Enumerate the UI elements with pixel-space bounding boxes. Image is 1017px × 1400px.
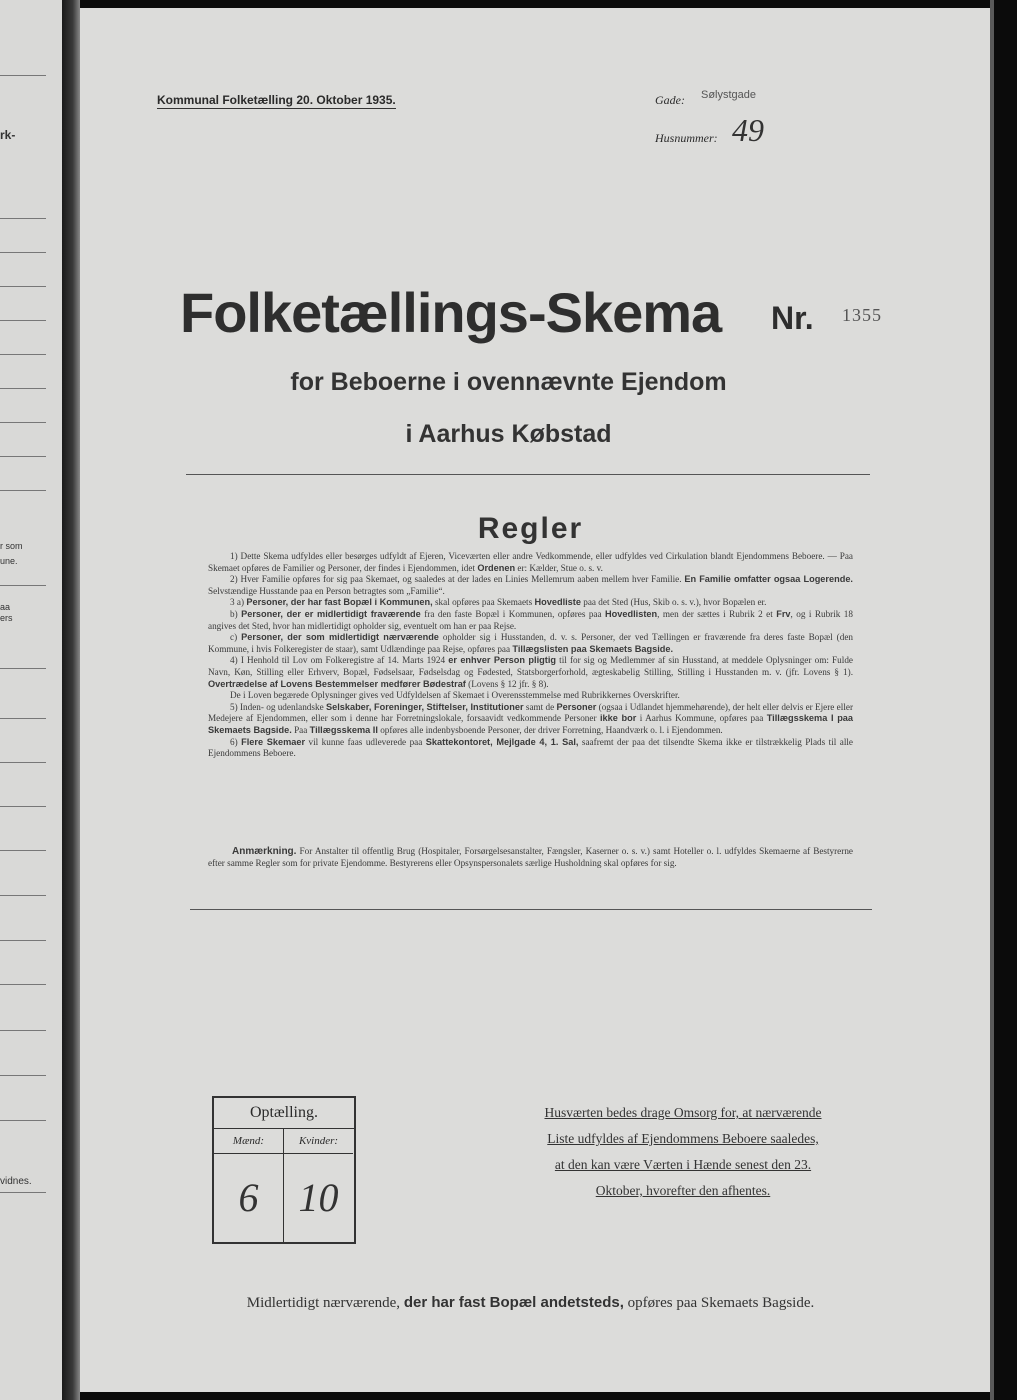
divider bbox=[190, 909, 872, 910]
women-count: 10 bbox=[298, 1175, 339, 1220]
house-number-label: Husnummer: bbox=[655, 131, 718, 145]
left-page-rule bbox=[0, 252, 46, 253]
left-page-rule bbox=[0, 490, 46, 491]
left-page-rule bbox=[0, 320, 46, 321]
book-gutter bbox=[62, 0, 80, 1400]
landlord-notice-line: at den kan være Værten i Hænde senest den 23. bbox=[554, 1157, 812, 1172]
remark-text: For Anstalter til offentlig Brug (Hospitaler, Forsørgelsesanstalter, Fængsler, Kaserner o. s. v.) samt Hoteller o. l. udfyldes Skemaerne af Bestyrerne efter samme Regler som for private Ejendomme. Bestyrerens eller Opsynspersonalets særlige Husholdning skal opføres for sig. bbox=[208, 846, 853, 868]
remark-label: Anmærkning. bbox=[232, 846, 297, 857]
landlord-notice-line: Husværten bedes drage Omsorg for, at nærværende bbox=[544, 1105, 822, 1120]
women-label: Kvinder: bbox=[284, 1129, 353, 1154]
remark-paragraph bbox=[208, 846, 853, 869]
count-box bbox=[212, 1096, 356, 1244]
street-label: Gade: bbox=[655, 93, 685, 107]
left-page-rule bbox=[0, 984, 46, 985]
left-page-rule bbox=[0, 1120, 46, 1121]
left-page-rule bbox=[0, 585, 46, 586]
form-number-value: 1355 bbox=[842, 305, 882, 325]
left-page-rule bbox=[0, 668, 46, 669]
rule-2: 2) Hver Familie opføres for sig paa Skemaet, og saaledes at der lades en Linies Mellemrum aaben mellem hver Familie. En Familie omfatter ogsaa Logerende. Selvstændige Husstande paa en Person betragtes som „Familie“. bbox=[208, 574, 853, 596]
street-value: Sølystgade bbox=[701, 89, 757, 101]
left-page-rule bbox=[0, 806, 46, 807]
rule-3a: 3 a) Personer, der har fast Bopæl i Kommunen, skal opføres paa Skemaets Hovedliste paa det Sted (Hus, Skib o. s. v.), hvor Bopælen er. bbox=[230, 597, 767, 608]
men-label: Mænd: bbox=[214, 1129, 283, 1154]
left-page-rule bbox=[0, 940, 46, 941]
divider bbox=[186, 474, 870, 475]
rule-1: 1) Dette Skema udfyldes eller besørges udfyldt af Ejeren, Viceværten eller andre Vedkommende, eller udfyldes ved Cirkulation blandt Ejendommens Beboere. — Paa Skemaet opføres de Familier og Personer, der findes i Ejendommen, idet Ordenen er: Kælder, Stue o. s. v. bbox=[208, 551, 853, 573]
rules-heading: Regler bbox=[477, 512, 584, 545]
rule-6: 6) Flere Skemaer vil kunne faas udleverede paa Skattekontoret, Mejlgade 4, 1. Sal, saafremt der paa det tilsendte Skema ikke er tilstrækkelig Plads til alle Ejendommens Beboere. bbox=[208, 736, 854, 759]
left-page-fragment: une. bbox=[0, 556, 18, 566]
left-page-rule bbox=[0, 1192, 46, 1193]
left-page-rule bbox=[0, 895, 46, 896]
rules-body bbox=[208, 551, 853, 760]
form-title: Folketællings-Skema bbox=[180, 281, 722, 344]
count-men-column bbox=[214, 1129, 284, 1242]
adjacent-page-edge bbox=[0, 0, 62, 1400]
left-page-rule bbox=[0, 354, 46, 355]
left-page-rule bbox=[0, 218, 46, 219]
left-page-rule bbox=[0, 762, 46, 763]
census-header-line: Kommunal Folketælling 20. Oktober 1935. bbox=[157, 93, 396, 107]
house-number-value: 49 bbox=[732, 112, 764, 148]
form-number-label: Nr. bbox=[771, 300, 814, 336]
rule-3b: b) Personer, der er midlertidigt fraværende fra den faste Bopæl i Kommunen, opføres paa Hovedlisten, men der sættes i Rubrik 2 et Frv, og i Rubrik 18 angives det Sted, hvor han midlertidigt opholder sig, eventuelt om han er paa Rejse. bbox=[208, 608, 853, 631]
left-page-rule bbox=[0, 1075, 46, 1076]
left-page-rule bbox=[0, 75, 46, 76]
count-box-title: Optælling. bbox=[214, 1098, 354, 1129]
left-page-fragment: aa bbox=[0, 602, 11, 612]
left-page-fragment: ers bbox=[0, 613, 13, 623]
rule-4-note: De i Loven begærede Oplysninger gives ved Udfyldelsen af Skemaet i Overensstemmelse med Rubrikkernes Overskrifter. bbox=[230, 690, 680, 701]
left-page-fragment: vidnes. bbox=[0, 1176, 32, 1187]
left-page-fragment: rk- bbox=[0, 128, 16, 142]
men-count: 6 bbox=[238, 1175, 259, 1220]
left-page-rule bbox=[0, 286, 46, 287]
left-page-rule bbox=[0, 456, 46, 457]
footer-instruction: Midlertidigt nærværende, der har fast Bopæl andetsteds, opføres paa Skemaets Bagside. bbox=[246, 1294, 815, 1311]
landlord-notice bbox=[516, 1100, 850, 1204]
left-page-rule bbox=[0, 1030, 46, 1031]
count-women-column bbox=[284, 1129, 353, 1242]
form-subtitle-city: i Aarhus Købstad bbox=[405, 420, 612, 448]
rule-5: 5) Inden- og udenlandske Selskaber, Foreninger, Stiftelser, Institutioner samt de Personer (ogsaa i Udlandet hjemmehørende), der helt eller delvis er Ejere eller Medejere af Ejendommen, eller som i denne har Forretningslokale, forsaavidt vedkommende Personer ikke bor i Aarhus Kommune, opføres paa Tillægsskema I paa Skemaets Bagside. Paa Tillægsskema II opføres alle indenbysboende Personer, der driver Forretning, Haandværk o. l. i Ejendommen. bbox=[208, 701, 854, 735]
page-edge-strip bbox=[990, 0, 994, 1400]
form-subtitle: for Beboerne i ovennævnte Ejendom bbox=[290, 368, 727, 396]
landlord-notice-line: Oktober, hvorefter den afhentes. bbox=[595, 1183, 771, 1198]
left-page-fragment: r som bbox=[0, 541, 23, 551]
landlord-notice-line: Liste udfyldes af Ejendommens Beboere saaledes, bbox=[547, 1131, 819, 1146]
rule-4: 4) I Henhold til Lov om Folkeregistre af 14. Marts 1924 er enhver Person pligtig til for sig og Medlemmer af sin Husstand, at meddele Oplysninger om: Fulde Navn, Køn, Stilling eller Erhverv, Bopæl, Fødselsaar, Fødselsdag og Fødested, Statsborgerforhold, ægteskabelig Stilling, Stilling i Husstanden m. v. (jfr. Lovens § 1). Overtrædelse af Lovens Bestemmelser medfører Bødestraf (Lovens § 12 jfr. § 8). bbox=[208, 655, 853, 689]
page-edge-dark bbox=[990, 0, 1017, 1400]
left-page-rule bbox=[0, 718, 46, 719]
left-page-rule bbox=[0, 850, 46, 851]
rule-3c: c) Personer, der som midlertidigt nærværende opholder sig i Husstanden, d. v. s. Personer, der ved Tællingen er fraværende fra deres faste Bopæl (den Kommune, i hvis Folkeregister de staar), samt Udlændinge paa Rejse, opføres paa Tillægslisten paa Skemaets Bagside. bbox=[208, 632, 853, 654]
